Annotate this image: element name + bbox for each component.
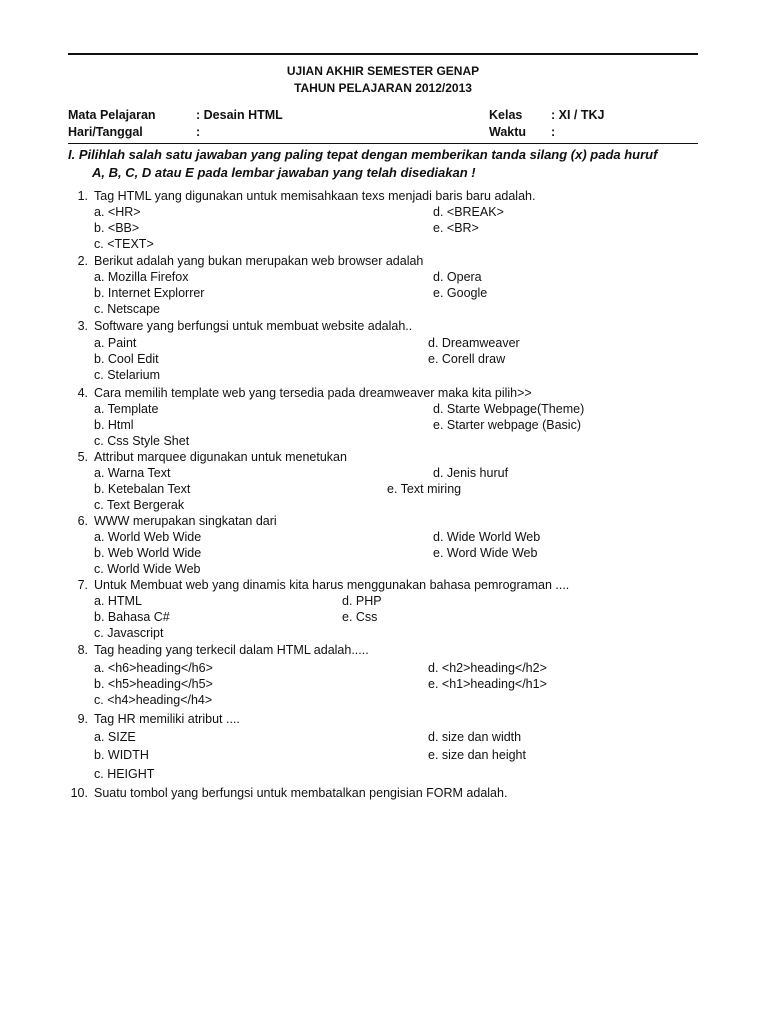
top-rule [68,53,698,55]
option-a: a. Mozilla Firefox [94,270,189,284]
option-b: b. Ketebalan Text [94,482,191,496]
option-d: d. Opera [433,270,482,284]
option-e: e. Corell draw [428,352,506,366]
question-number: 10. [70,786,88,800]
question-number: 1. [77,189,88,203]
question-text: Tag HTML yang digunakan untuk memisahkaan texs menjadi baris baru adalah. [94,189,536,203]
instruction-line-1: I. Pilihlah salah satu jawaban yang paling tepat dengan memberikan tanda silang (x) pada huruf [68,147,658,162]
question-text: Tag heading yang terkecil dalam HTML adalah..... [94,643,369,657]
exam-title: UJIAN AKHIR SEMESTER GENAP [286,64,480,78]
day-value: : [196,125,201,139]
option-b: b. Bahasa C# [94,610,170,624]
option-e: e. Text miring [387,482,462,496]
option-d: d. Starte Webpage(Theme) [433,402,585,416]
question-number: 6. [77,514,88,528]
option-e: e. size dan height [428,748,526,762]
option-e: e. <BR> [433,221,479,235]
time-label: Waktu [489,125,527,139]
option-b: b. Cool Edit [94,352,159,366]
academic-year: TAHUN PELAJARAN 2012/2013 [294,81,472,95]
option-d: d. Jenis huruf [433,466,509,480]
question-text: Suatu tombol yang berfungsi untuk membatalkan pengisian FORM adalah. [94,786,508,800]
subject-value: : Desain HTML [196,108,283,122]
option-a: a. Paint [94,336,137,350]
option-a: a. HTML [94,594,142,608]
question-number: 8. [77,643,88,657]
question-number: 4. [77,386,88,400]
time-value: : [551,125,556,139]
option-e: e. Starter webpage (Basic) [433,418,581,432]
option-c: c. Netscape [94,302,161,316]
question-text: Attribut marquee digunakan untuk menetukan [94,450,347,464]
instruction-line-2: A, B, C, D atau E pada lembar jawaban yang telah disediakan ! [92,165,476,180]
option-d: d. <BREAK> [433,205,504,219]
question-text: Cara memilih template web yang tersedia pada dreamweaver maka kita pilih>> [94,386,532,400]
question-number: 3. [77,319,88,333]
option-a: a. <HR> [94,205,141,219]
question-text: Software yang berfungsi untuk membuat website adalah.. [94,319,413,333]
option-c: c. Javascript [94,626,164,640]
option-e: e. Css [342,610,378,624]
option-e: e. <h1>heading</h1> [428,677,547,691]
question-number: 5. [77,450,88,464]
option-b: b. Web World Wide [94,546,202,560]
instructions [68,146,698,182]
question-text: Berikut adalah yang bukan merupakan web browser adalah [94,254,424,268]
question-text: Untuk Membuat web yang dinamis kita harus menggunakan bahasa pemrograman .... [94,578,570,592]
option-e: e. Word Wide Web [433,546,538,560]
option-d: d. size dan width [428,730,522,744]
option-b: b. Html [94,418,134,432]
option-d: d. <h2>heading</h2> [428,661,547,675]
class-value: : XI / TKJ [551,108,605,122]
option-c: c. <TEXT> [94,237,154,251]
class-label: Kelas [489,108,523,122]
question-number: 2. [77,254,88,268]
option-d: d. PHP [342,594,382,608]
option-c: c. Stelarium [94,368,160,382]
option-a: a. SIZE [94,730,136,744]
option-b: b. <BB> [94,221,140,235]
option-d: d. Dreamweaver [428,336,520,350]
option-b: b. Internet Explorrer [94,286,205,300]
option-a: a. Warna Text [94,466,171,480]
subject-label: Mata Pelajaran [68,108,156,122]
question-number: 9. [77,712,88,726]
option-c: c. Text Bergerak [94,498,185,512]
header-divider [68,143,698,144]
option-b: b. WIDTH [94,748,149,762]
question-text: WWW merupakan singkatan dari [94,514,277,528]
day-label: Hari/Tanggal [68,125,143,139]
option-e: e. Google [433,286,488,300]
option-a: a. Template [94,402,159,416]
question-text: Tag HR memiliki atribut .... [94,712,240,726]
option-d: d. Wide World Web [433,530,541,544]
option-c: c. HEIGHT [94,767,155,781]
option-c: c. World Wide Web [94,562,201,576]
option-a: a. World Web Wide [94,530,202,544]
option-b: b. <h5>heading</h5> [94,677,213,691]
option-c: c. <h4>heading</h4> [94,693,213,707]
option-c: c. Css Style Shet [94,434,190,448]
question-number: 7. [77,578,88,592]
option-a: a. <h6>heading</h6> [94,661,213,675]
